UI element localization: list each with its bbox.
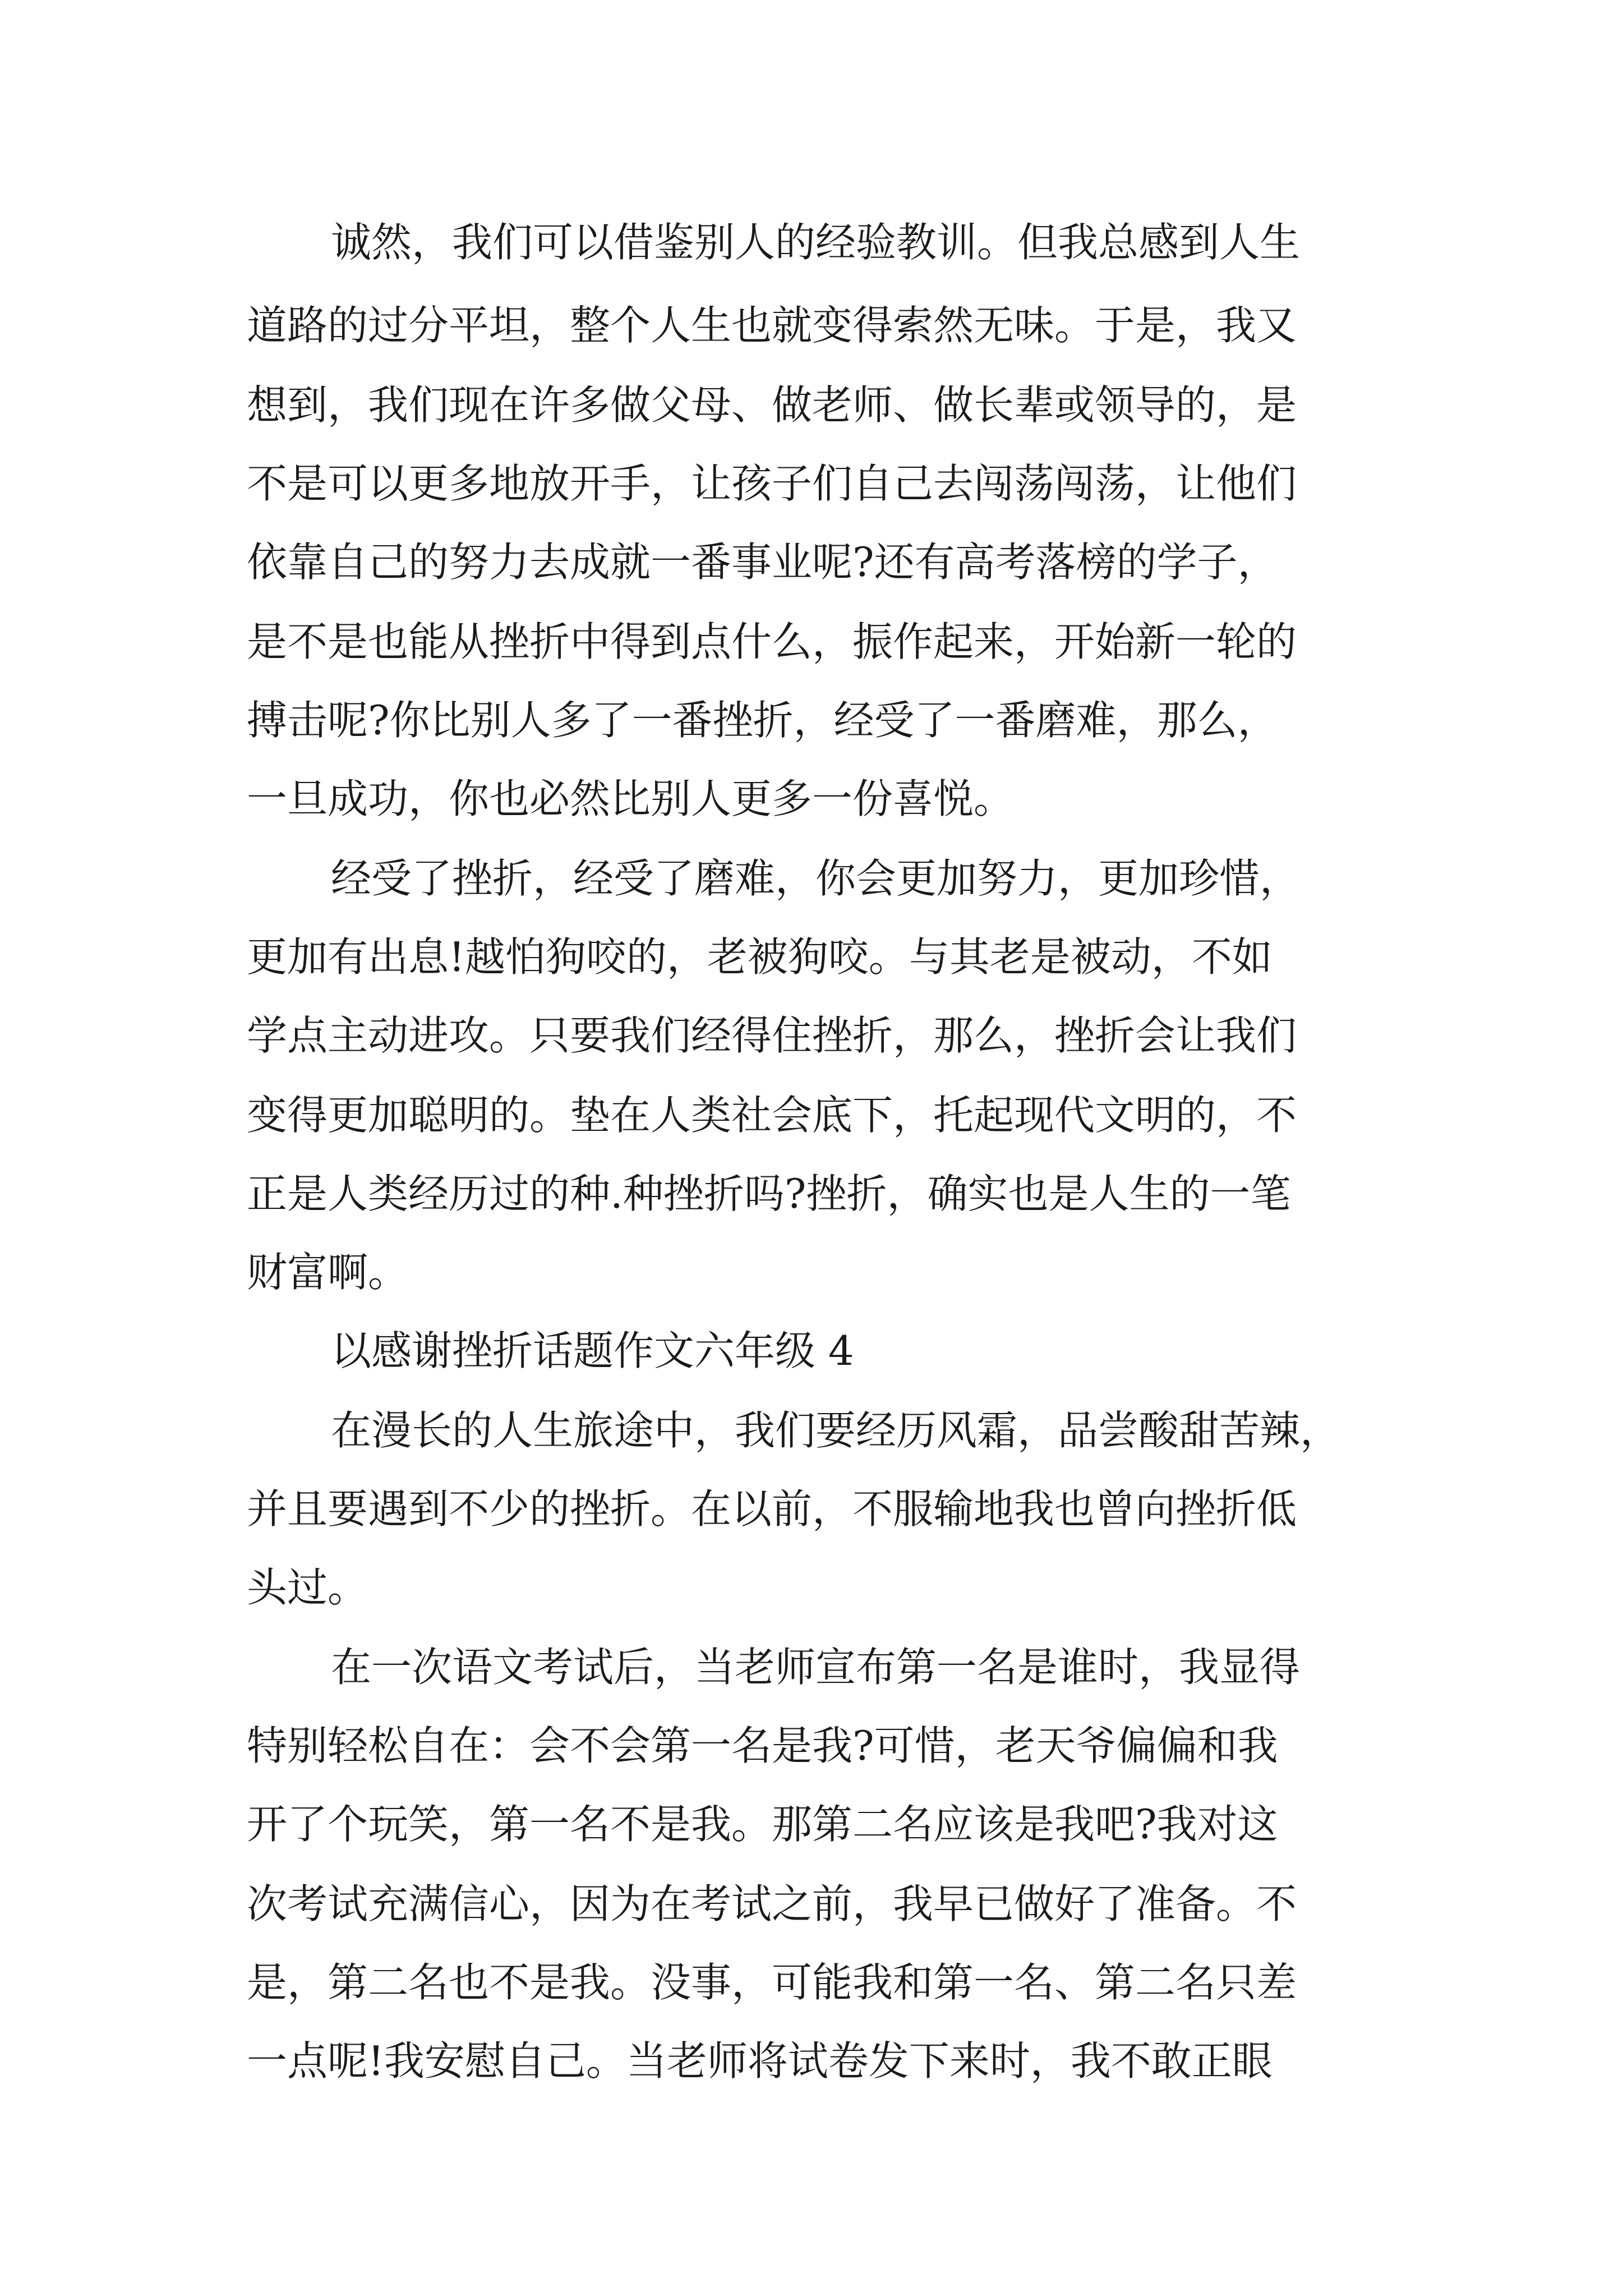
text-line: 在漫长的人生旅途中，我们要经历风霜，品尝酸甜苦辣， bbox=[331, 1407, 1341, 1454]
text-line: 并且要遇到不少的挫折。在以前，不服输地我也曾向挫折低 bbox=[247, 1485, 1297, 1533]
text-line: 经受了挫折，经受了磨难，你会更加努力，更加珍惜， bbox=[331, 855, 1301, 902]
text-line: 一旦成功，你也必然比别人更多一份喜悦。 bbox=[247, 775, 1015, 822]
text-line: 更加有出息!越怕狗咬的，老被狗咬。与其老是被动，不如 bbox=[247, 933, 1272, 981]
text-line: 依靠自己的努力去成就一番事业呢?还有高考落榜的学子， bbox=[247, 539, 1278, 586]
text-line: 想到，我们现在许多做父母、做老师、做长辈或领导的，是 bbox=[247, 381, 1297, 429]
text-line: 诚然，我们可以借鉴别人的经验教训。但我总感到人生 bbox=[331, 219, 1301, 266]
text-line: 是不是也能从挫折中得到点什么，振作起来，开始新一轮的 bbox=[247, 618, 1297, 665]
text-line: 次考试充满信心，因为在考试之前，我早已做好了准备。不 bbox=[247, 1880, 1297, 1927]
text-line: 特别轻松自在：会不会第一名是我?可惜，老天爷偏偏和我 bbox=[247, 1722, 1278, 1769]
text-line: 在一次语文考试后，当老师宣布第一名是谁时，我显得 bbox=[331, 1644, 1301, 1691]
text-line: 财富啊。 bbox=[247, 1249, 409, 1296]
text-line: 学点主动进攻。只要我们经得住挫折，那么，挫折会让我们 bbox=[247, 1012, 1297, 1059]
section-heading: 以感谢挫折话题作文六年级 4 bbox=[331, 1327, 854, 1374]
text-line: 头过。 bbox=[247, 1564, 368, 1611]
text-line: 开了个玩笑，第一名不是我。那第二名应该是我吧?我对这 bbox=[247, 1801, 1278, 1848]
text-line: 正是人类经历过的种.种挫折吗?挫折，确实也是人生的一笔 bbox=[247, 1170, 1291, 1217]
text-line: 道路的过分平坦，整个人生也就变得索然无味。于是，我又 bbox=[247, 302, 1297, 349]
text-line: 一点呢!我安慰自己。当老师将试卷发下来时，我不敢正眼 bbox=[247, 2037, 1272, 2085]
text-line: 是，第二名也不是我。没事，可能我和第一名、第二名只差 bbox=[247, 1959, 1297, 2006]
text-line: 搏击呢?你比别人多了一番挫折，经受了一番磨难，那么， bbox=[247, 697, 1278, 744]
text-line: 不是可以更多地放开手，让孩子们自己去闯荡闯荡，让他们 bbox=[247, 460, 1297, 507]
text-line: 变得更加聪明的。垫在人类社会底下，托起现代文明的，不 bbox=[247, 1092, 1297, 1139]
